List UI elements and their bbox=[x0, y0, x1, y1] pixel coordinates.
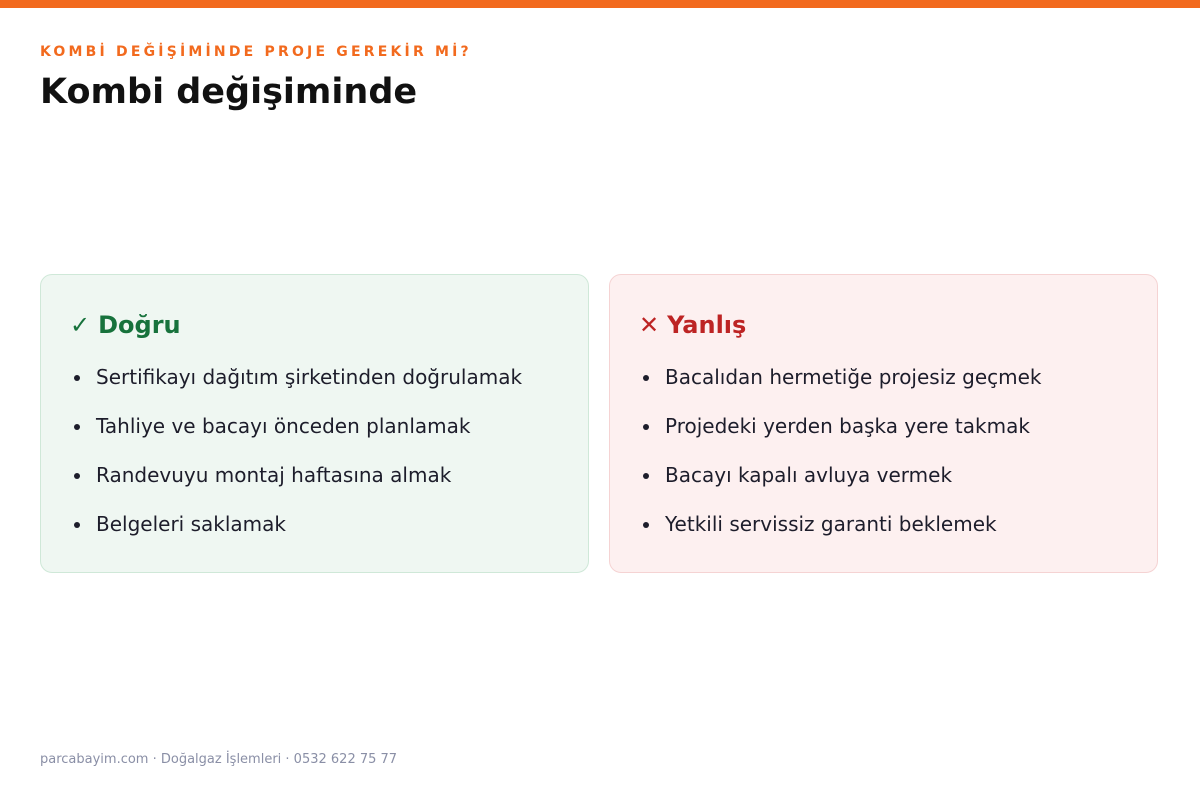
wrong-card bbox=[609, 274, 1158, 573]
eyebrow-label: KOMBİ DEĞİŞİMİNDE PROJE GEREKİR Mİ? bbox=[40, 44, 472, 60]
list-item: Tahliye ve bacayı önceden planlamak bbox=[74, 411, 522, 460]
cross-icon: ✕ bbox=[639, 311, 660, 339]
check-icon: ✓ bbox=[70, 311, 91, 339]
list-item: Yetkili servissiz garanti beklemek bbox=[643, 509, 1042, 558]
list-item: Sertifikayı dağıtım şirketinden doğrulamak bbox=[74, 362, 522, 411]
correct-card-heading bbox=[70, 307, 181, 343]
correct-card bbox=[40, 274, 589, 573]
correct-list bbox=[74, 362, 522, 558]
wrong-card-title: Yanlış bbox=[667, 311, 747, 339]
list-item: Randevuyu montaj haftasına almak bbox=[74, 460, 522, 509]
correct-card-title: Doğru bbox=[98, 311, 181, 339]
list-item: Bacalıdan hermetiğe projesiz geçmek bbox=[643, 362, 1042, 411]
footer-contact: parcabayim.com · Doğalgaz İşlemleri · 0532 622 75 77 bbox=[40, 752, 398, 767]
list-item: Projedeki yerden başka yere takmak bbox=[643, 411, 1042, 460]
top-accent-bar bbox=[0, 0, 1200, 8]
list-item: Bacayı kapalı avluya vermek bbox=[643, 460, 1042, 509]
page-title: Kombi değişiminde bbox=[40, 72, 418, 112]
list-item: Belgeleri saklamak bbox=[74, 509, 522, 558]
wrong-list bbox=[643, 362, 1042, 558]
wrong-card-heading bbox=[639, 307, 746, 343]
